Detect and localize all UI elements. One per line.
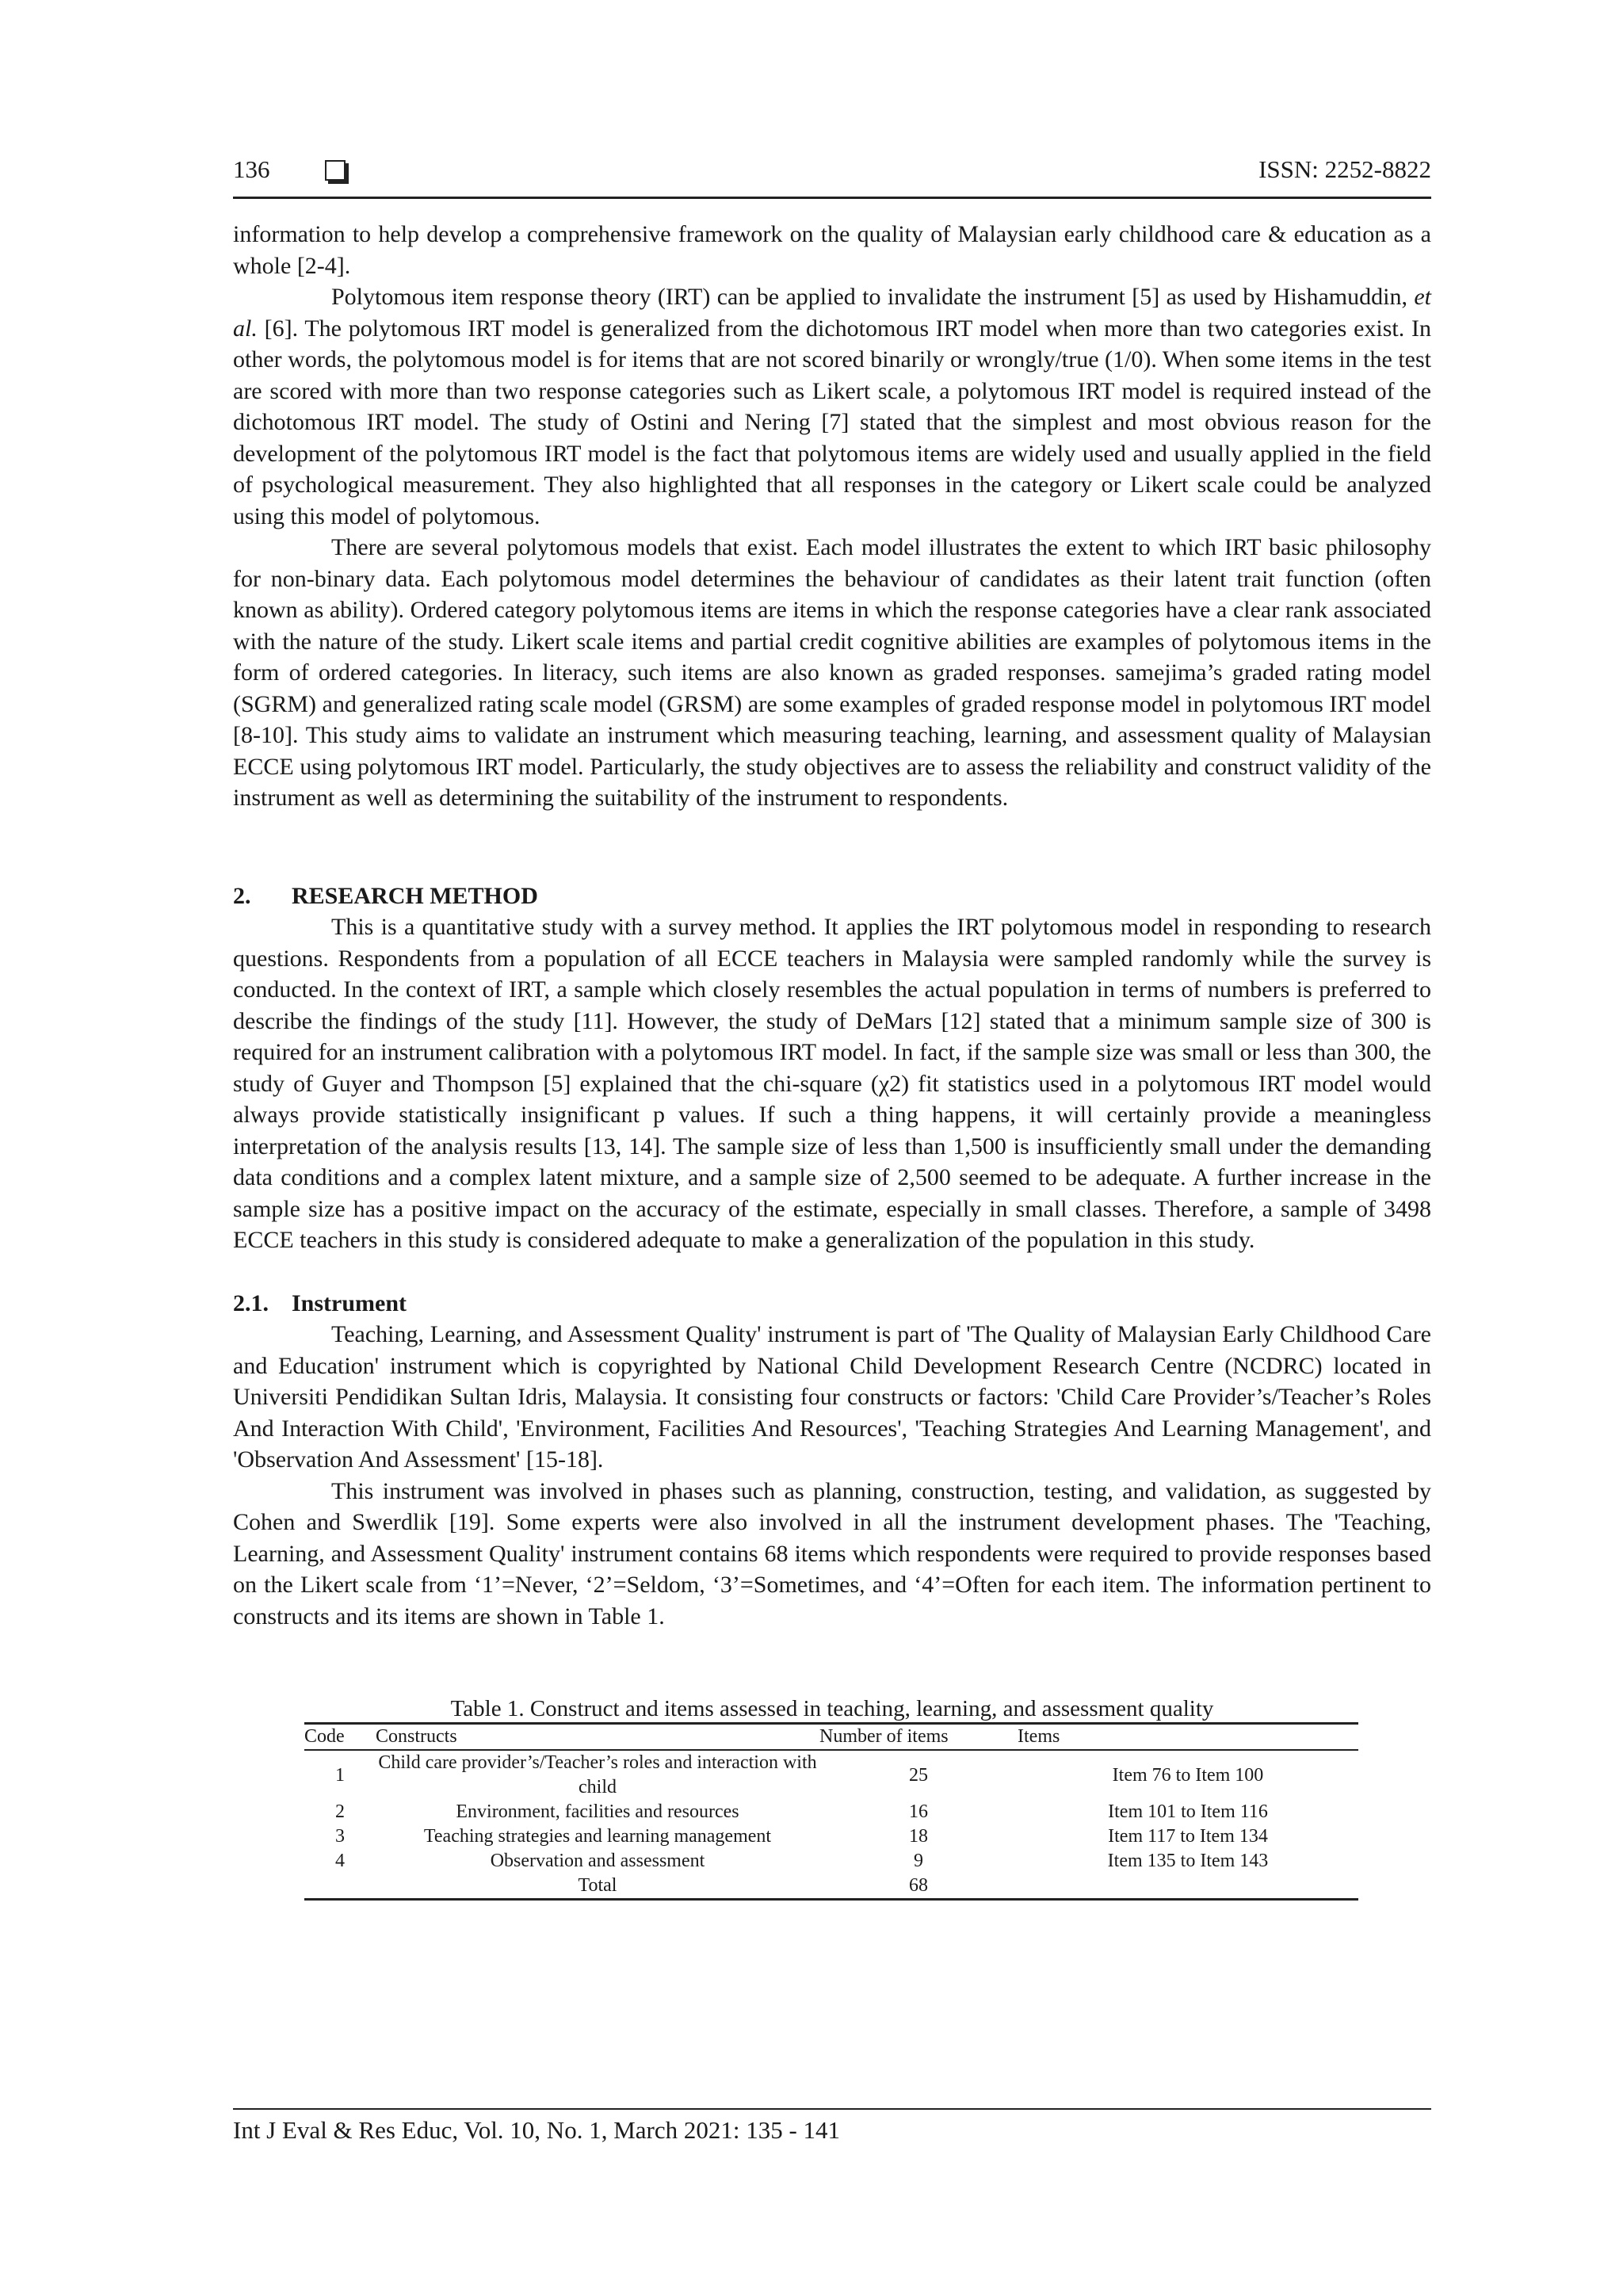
table-cell-empty [304, 1874, 376, 1900]
table-cell-total-value: 68 [819, 1874, 1018, 1900]
table-row [304, 1750, 1358, 1800]
table-cell-construct: Observation and assessment [490, 1851, 705, 1871]
article-body [233, 219, 1431, 1901]
subsection-title: Instrument [292, 1289, 407, 1316]
table-cell-items: Item 135 to Item 143 [1107, 1851, 1269, 1871]
table-cell-count: 9 [914, 1851, 923, 1871]
table-header-number-of-items: Number of items [819, 1724, 1018, 1751]
table-total-row [304, 1874, 1358, 1900]
table-header-items: Items [1018, 1724, 1358, 1751]
section-heading-research-method [233, 881, 1431, 912]
table-cell-items: Item 101 to Item 116 [1108, 1801, 1268, 1822]
table-cell-items: Item 76 to Item 100 [1112, 1764, 1264, 1786]
table-cell-construct: Child care provider’s/Teacher’s roles and interaction with child [378, 1752, 817, 1797]
table-row [304, 1800, 1358, 1824]
table-cell-construct: Environment, facilities and resources [456, 1801, 739, 1822]
journal-citation: Int J Eval & Res Educ, Vol. 10, No. 1, March 2021: 135 - 141 [233, 2116, 841, 2144]
paragraph-instrument-phases: This instrument was involved in phases such as planning, construction, testing, and validation, as suggested by Cohen and Swerdlik [19]. Some experts were also involved in all the instrument development phases. The 'Teaching, Learning, and Assessment Quality' instrument contains 68 items which respondents were required to provide responses based on the Likert scale from ‘1’=Never, ‘2’=Seldom, ‘3’=Sometimes, and ‘4’=Often for each item. The information pertinent to constructs and its items are shown in Table 1. [233, 1477, 1431, 1629]
table-cell-empty [1018, 1874, 1358, 1900]
table-cell-code: 4 [335, 1851, 345, 1871]
table-header-row [304, 1724, 1358, 1751]
page-footer [233, 2108, 1431, 2145]
paragraph-continued: information to help develop a comprehensive framework on the quality of Malaysian early childhood care & education as a whole [2-4]. [233, 221, 1431, 279]
constructs-table [304, 1722, 1358, 1901]
table-row [304, 1824, 1358, 1849]
issn-label: ISSN: 2252-8822 [1258, 155, 1431, 183]
section-number: 2. [233, 882, 251, 909]
table-cell-count: 18 [909, 1826, 928, 1847]
paragraph-polytomous-models: There are several polytomous models that exist. Each model illustrates the extent to which IRT basic philosophy for non-binary data. Each polytomous model determines the behaviour of candidates as their latent trait function (often known as ability). Ordered category polytomous items are items in which the response categories have a clear rank associated with the nature of the study. Likert scale items and partial credit cognitive abilities are examples of polytomous items in the form of ordered categories. In literacy, such items are also known as graded responses. samejima’s graded rating model (SGRM) and generalized rating scale model (GRSM) are some examples of graded response model in polytomous IRT model [8-10]. This study aims to validate an instrument which measuring teaching, learning, and assessment quality of Malaysian ECCE using polytomous IRT model. Particularly, the study objectives are to assess the reliability and construct validity of the instrument as well as determining the suitability of the instrument to respondents. [233, 534, 1431, 811]
paragraph-polytomous-irt [233, 281, 1431, 532]
subsection-number: 2.1. [233, 1289, 269, 1316]
paragraph-instrument-description: Teaching, Learning, and Assessment Quality' instrument is part of 'The Quality of Malaysian Early Childhood Care and Education' instrument which is copyrighted by National Child Development Research Centre (NCDRC) located in Universiti Pendidikan Sultan Idris, Malaysia. It consisting four constructs or factors: 'Child Care Provider’s/Teacher’s Roles And Interaction With Child', 'Environment, Facilities And Resources', 'Teaching Strategies And Learning Management', and 'Observation And Assessment' [15-18]. [233, 1321, 1431, 1473]
table-header-constructs: Constructs [376, 1724, 819, 1751]
table-cell-count: 16 [909, 1801, 928, 1822]
table-row [304, 1849, 1358, 1874]
paragraph-text: [6]. The polytomous IRT model is generalized from the dichotomous IRT model when more than two categories exist. In other words, the polytomous model is for items that are not scored binarily or wrongly/true (1/0). When some items in the test are scored with more than two response categories such as Likert scale, a polytomous IRT model is required instead of the dichotomous IRT model. The study of Ostini and Nering [7] stated that the simplest and most obvious reason for the development of the polytomous IRT model is the fact that polytomous items are widely used and usually applied in the field of psychological measurement. They also highlighted that all responses in the category or Likert scale could be analyzed using this model of polytomous. [233, 315, 1431, 529]
paragraph-research-method: This is a quantitative study with a survey method. It applies the IRT polytomous model in responding to research questions. Respondents from a population of all ECCE teachers in Malaysia were sampled randomly while the survey is conducted. In the context of IRT, a sample which closely resembles the actual population in terms of numbers is preferred to describe the findings of the study [11]. However, the study of DeMars [12] stated that a minimum sample size of 300 is required for an instrument calibration with a polytomous IRT model. In fact, if the sample size was small or less than 300, the study of Guyer and Thompson [5] explained that the chi-square (χ2) fit statistics used in a polytomous IRT model would always provide statistically insignificant p values. If such a thing happens, it will certainly provide a meaningless interpretation of the analysis results [13, 14]. The sample size of less than 1,500 is insufficiently small under the demanding data conditions and a complex latent mixture, and a sample size of 2,500 seemed to be adequate. A further increase in the sample size has a positive impact on the accuracy of the estimate, especially in small classes. Therefore, a sample of 3498 ECCE teachers in this study is considered adequate to make a generalization of the population in this study. [233, 914, 1431, 1253]
table-cell-items: Item 117 to Item 134 [1108, 1826, 1268, 1847]
table-cell-code: 1 [335, 1764, 345, 1786]
page-number: 136 [233, 155, 270, 183]
table-cell-total-label: Total [376, 1874, 819, 1900]
table-cell-code: 2 [335, 1801, 345, 1822]
table-header-code: Code [304, 1724, 376, 1751]
square-bullet-icon [325, 160, 346, 181]
table-cell-code: 3 [335, 1826, 345, 1847]
paragraph-emphasis: et al. [233, 284, 1431, 342]
subsection-heading-instrument [233, 1288, 1431, 1320]
table-caption: Table 1. Construct and items assessed in teaching, learning, and assessment quality [450, 1696, 1214, 1721]
page-header [233, 152, 1431, 199]
paragraph-text: Polytomous item response theory (IRT) can be applied to invalidate the instrument [5] as used by Hishamuddin, [331, 284, 1415, 310]
table-cell-construct: Teaching strategies and learning management [423, 1826, 772, 1847]
table-cell-count: 25 [909, 1764, 928, 1786]
section-title: RESEARCH METHOD [292, 882, 538, 909]
